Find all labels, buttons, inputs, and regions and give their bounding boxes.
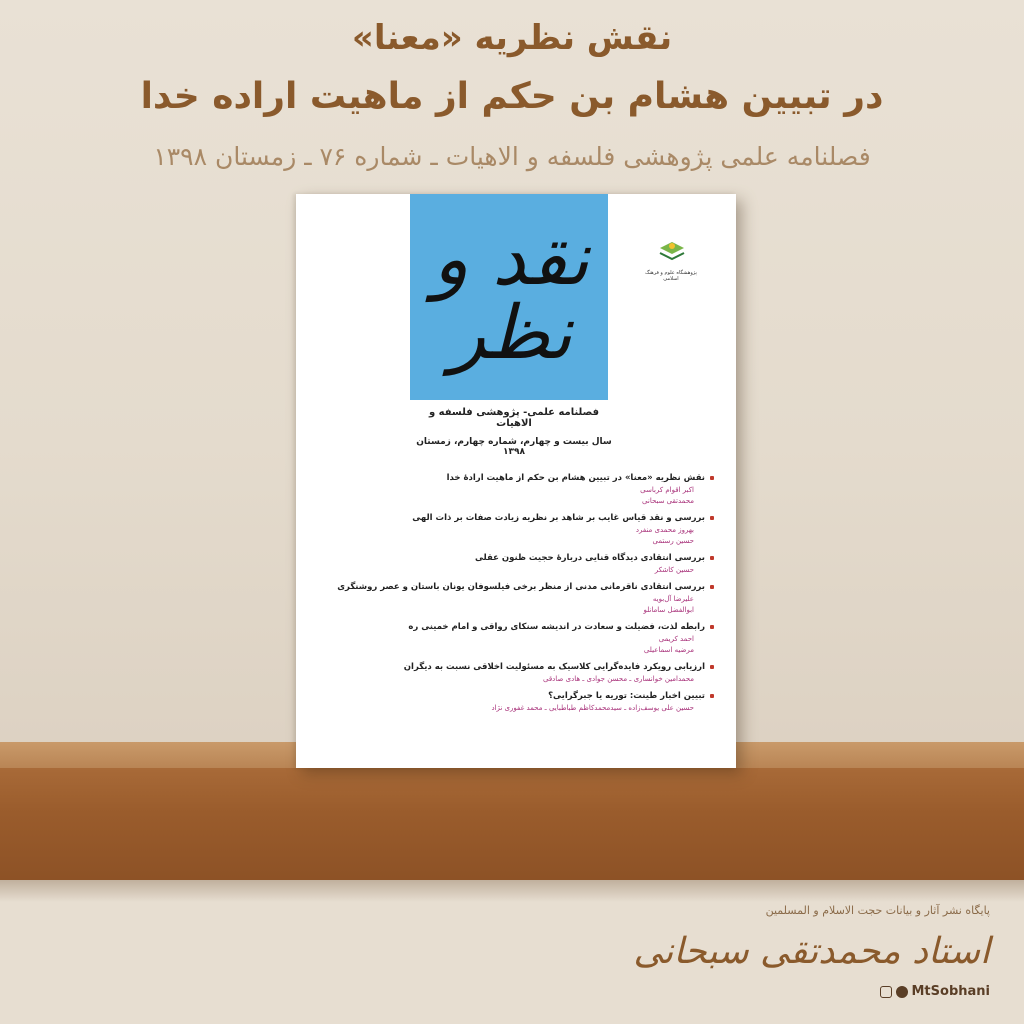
toc-article-title: رابطه لذت، فضیلت و سعادت در اندیشه سنکای رواقی و امام خمینی ره [394,621,714,634]
journal-cover [296,194,736,768]
toc-article-author: حسین کاشکر [654,566,694,574]
toc-article-author: بهروز محمدی منفرد [635,526,694,534]
social-handle [880,984,991,999]
toc-article-author: احمد کریمی [658,635,694,643]
toc-article-title: تبیین اخبار طینت: توریه یا جبرگرایی؟ [394,690,714,703]
handle-text: MtSobhani [911,984,990,999]
instagram-icon [880,986,892,998]
journal-logo-title: نقد و نظر [432,216,590,376]
toc-item [394,472,714,507]
publisher-name: پژوهشگاه علوم و فرهنگ اسلامی [645,270,697,282]
table-of-contents [337,472,714,719]
toc-article-author: علیرضا آل‌بویه [652,595,694,603]
toc-article-author: مرضیه اسماعیلی [643,646,694,654]
toc-article-author: محمدامین خوانساری ـ محسن جوادی ـ هادی صادقی [543,675,694,683]
toc-article-title: بررسی و نقد قیاس غایب بر شاهد بر نظریه زیادت صفات بر ذات الهی [394,512,714,525]
toc-item [394,661,714,685]
toc-item [394,621,714,656]
headline-line-1: نقش نظریه «معنا» [351,18,673,58]
journal-type-line: فصلنامه علمی- پژوهشی فلسفه و الاهیات [428,407,600,429]
toc-item [394,690,714,714]
brand-block [633,904,990,972]
brand-tagline: پایگاه نشر آثار و بیانات حجت الاسلام و المسلمین [765,904,990,917]
toc-article-title: ارزیابی رویکرد فایده‌گرایی کلاسیک به مسئولیت اخلاقی نسبت به دیگران [394,661,714,674]
headline-subtitle: فصلنامه علمی پژوهشی فلسفه و الاهیات ـ شماره ۷۶ ـ زمستان ۱۳۹۸ [153,142,871,171]
toc-article-author: حسین علی یوسف‌زاده ـ سیدمحمدکاظم طباطبایی ـ محمد غفوری نژاد [491,704,694,712]
toc-article-author: حسین رستمی [652,537,694,545]
toc-article-title: نقش نظریه «معنا» در تبیین هشام بن حکم از ماهیت ارادهٔ خدا [394,472,714,485]
toc-article-author: ابوالفضل سامانلو [643,606,694,614]
toc-article-author: محمدتقی سبحانی [642,497,694,505]
shelf-shadow [0,880,1024,902]
toc-article-author: اکبر اقوام کرباسی [640,486,694,494]
brand-signature: استاد محمدتقی سبحانی [633,931,990,972]
toc-article-title: بررسی انتقادی ناقرمانی مدنی از منظر برخی فیلسوفان یونان باستان و عصر روشنگری [394,581,714,594]
toc-item [394,552,714,576]
publisher-logo-icon [658,238,686,266]
issue-line: سال بیست و چهارم، شماره چهارم، زمستان ۱۳۹۸ [416,437,612,457]
toc-item [337,581,714,616]
headline-line-2: در تبیین هشام بن حکم از ماهیت اراده خدا [140,76,884,117]
shelf-front [0,768,1024,880]
toc-article-title: بررسی انتقادی دیدگاه قنایی دربارهٔ حجیت ظنون عقلی [394,552,714,565]
toc-item [394,512,714,547]
telegram-icon [896,986,908,998]
